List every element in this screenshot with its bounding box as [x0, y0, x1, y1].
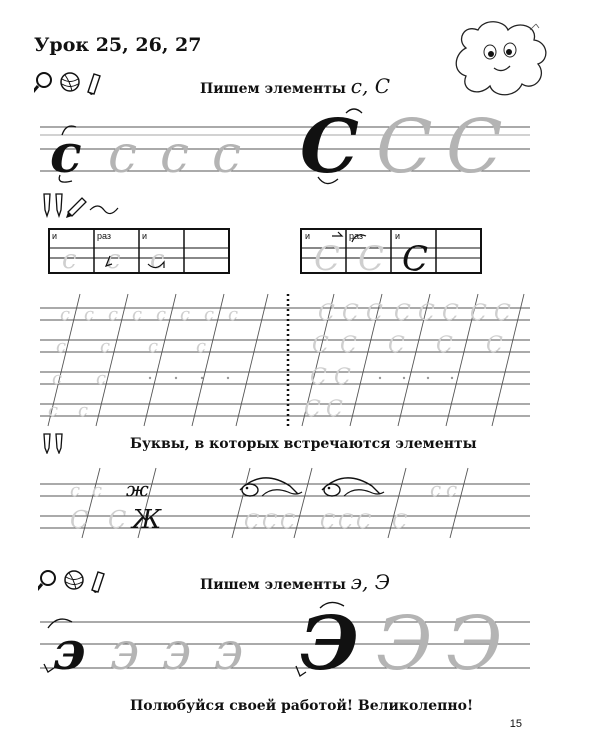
trace-letter: с [446, 477, 458, 501]
letter-trace: С [376, 105, 433, 185]
writing-row-c [0, 105, 600, 185]
footer-praise: Полюбуйся своей работой! Великолепно! [130, 698, 474, 714]
brush-icon [66, 198, 86, 218]
trace-letter: С [326, 397, 343, 422]
heading-write-c: Пишем элементы с, С [200, 74, 391, 98]
trace-letter: С [310, 365, 327, 390]
letter-sample: с [50, 124, 82, 185]
trace-letter: С [340, 333, 357, 358]
grid-label: и [395, 231, 401, 241]
trace-letter: С [262, 509, 278, 533]
trace-letter: с [96, 368, 107, 389]
pen-icon [40, 432, 80, 454]
trace-letter: с [52, 368, 63, 389]
trace-letter: С [388, 333, 405, 358]
trace-letter: С [108, 506, 127, 534]
grid-label: раз [97, 231, 112, 241]
grid-label: и [142, 231, 148, 241]
trace-letter: с [70, 480, 81, 501]
pencil-icon [88, 74, 100, 95]
writing-row-e [0, 600, 600, 682]
letter-trace: с [108, 125, 138, 185]
letter-trace: с [212, 125, 242, 185]
trace-letter: С [342, 301, 359, 326]
trace-letter: С [312, 333, 329, 358]
trace-letter: с [196, 336, 207, 357]
letter-sample: С [300, 105, 359, 185]
trace-letter: С [334, 365, 351, 390]
letter-trace: э [214, 622, 244, 682]
trace-letter: С [320, 509, 336, 533]
trace-letter: с [430, 477, 442, 501]
letter-trace: С [446, 105, 503, 185]
trace-letter: С [280, 509, 296, 533]
stroke-letter: с [62, 245, 77, 274]
letter-trace: Э [446, 601, 503, 682]
pencil-icon [92, 572, 104, 593]
stroke-letter: с [106, 245, 121, 274]
letter-trace: э [110, 622, 140, 682]
practice-grid [0, 290, 600, 430]
tools-icons-1 [34, 70, 124, 96]
trace-letter: с [156, 304, 167, 325]
trace-letter: С [304, 397, 321, 422]
trace-letter: С [418, 301, 435, 326]
trace-letter: с [56, 336, 67, 357]
tools-icons-2 [38, 192, 128, 218]
letter-sample: Э [300, 601, 359, 682]
letter-trace: Э [376, 601, 433, 682]
trace-letter: с [204, 304, 215, 325]
letter-trace: с [160, 125, 190, 185]
tools-icons-3 [38, 568, 128, 594]
letters-row [0, 462, 600, 542]
magnifier-icon [34, 73, 51, 93]
trace-letter: С [436, 333, 453, 358]
page-number: 15 [509, 718, 522, 730]
trace-letter: с [92, 480, 103, 501]
stroke-letter: С [402, 239, 429, 274]
trace-letter: С [318, 301, 335, 326]
stroke-letter: с [150, 245, 165, 274]
trace-letter: С [70, 506, 89, 534]
letter-sample: ж [126, 477, 149, 501]
yarn-ball-icon [61, 73, 79, 91]
lesson-title: Урок 25, 26, 27 [34, 34, 202, 56]
grid-label: и [305, 231, 311, 241]
stroke-letter: С [314, 239, 341, 274]
trace-letter: с [78, 400, 89, 421]
turtle-icon [322, 478, 384, 496]
trace-letter: с [100, 336, 111, 357]
pen-icon [44, 194, 62, 216]
heading-write-e: Пишем элементы э, Э [200, 570, 391, 594]
letter-sample: э [52, 621, 86, 682]
trace-letter: С [394, 301, 411, 326]
trace-letter: с [84, 304, 95, 325]
trace-letter: С [338, 509, 354, 533]
grid-label: и [52, 231, 58, 241]
trace-letter: С [470, 301, 487, 326]
letter-trace: э [162, 622, 192, 682]
letter-sample: Ж [132, 505, 162, 535]
trace-letter: с [132, 304, 143, 325]
trace-letter: с [48, 400, 59, 421]
trace-letter: С [486, 333, 503, 358]
trace-letter: С [442, 301, 459, 326]
turtle-icon [240, 478, 302, 496]
stroke-order-grid-right [300, 228, 482, 274]
magnifier-icon [38, 571, 55, 591]
trace-letter: с [60, 304, 71, 325]
heading-letters-with-elements: Буквы, в которых встречаются элементы [130, 436, 477, 452]
yarn-ball-icon [65, 571, 83, 589]
trace-letter: с [228, 304, 239, 325]
trace-letter: с [180, 304, 191, 325]
trace-letter: С [356, 509, 372, 533]
trace-letter: С [366, 301, 383, 326]
stroke-order-grid-left [48, 228, 230, 274]
stroke-letter: С [358, 239, 385, 274]
trace-letter: с [148, 336, 159, 357]
trace-letter: С [244, 509, 260, 533]
trace-letter: С [494, 301, 511, 326]
grid-label: раз [349, 231, 364, 241]
trace-letter: С [392, 509, 408, 533]
cloud-face-icon [448, 18, 558, 106]
trace-letter: с [108, 304, 119, 325]
